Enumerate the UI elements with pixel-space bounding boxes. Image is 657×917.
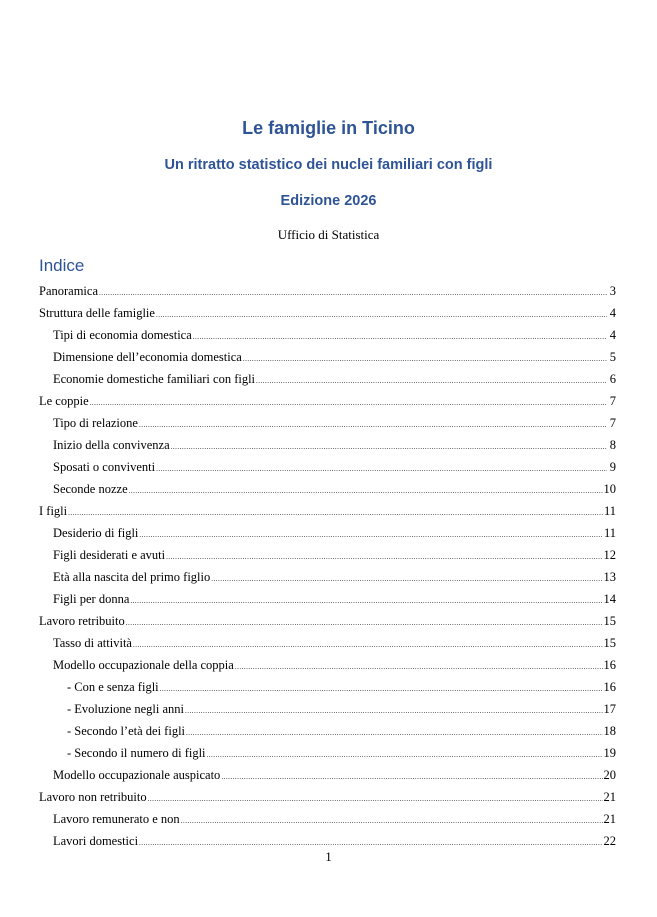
- toc-dot-leader: [186, 722, 602, 744]
- toc-entry-label: Età alla nascita del primo figlio: [53, 570, 211, 584]
- toc-dot-leader: [193, 326, 607, 348]
- toc-entry-page: 15: [603, 614, 616, 628]
- toc-entry-label: Tipi di economia domestica: [53, 328, 192, 342]
- toc-entry-label: Tipo di relazione: [53, 416, 138, 430]
- toc-entry[interactable]: [39, 808, 616, 830]
- document-subtitle: Un ritratto statistico dei nuclei familiari con figli: [164, 157, 493, 173]
- toc-entry-page: 11: [603, 526, 616, 540]
- toc-entry-page: 22: [603, 834, 616, 848]
- toc-entry-label: Lavoro non retribuito: [39, 790, 147, 804]
- toc-entry[interactable]: [39, 522, 616, 544]
- toc-dot-leader: [68, 502, 603, 524]
- toc-dot-leader: [139, 524, 603, 546]
- toc-entry-page: 16: [603, 680, 616, 694]
- toc-dot-leader: [139, 414, 607, 436]
- toc-entry-page: 12: [603, 548, 616, 562]
- toc-entry-label: Figli per donna: [53, 592, 130, 606]
- toc-entry-label: I figli: [39, 504, 68, 518]
- toc-entry-page: 4: [609, 306, 616, 320]
- toc-dot-leader: [166, 546, 602, 568]
- toc-entry[interactable]: [39, 632, 616, 654]
- toc-dot-leader: [99, 282, 607, 304]
- toc-entry-label: Dimensione dell’economia domestica: [53, 350, 242, 364]
- toc-entry-page: 21: [603, 812, 616, 826]
- toc-entry-page: 6: [609, 372, 616, 386]
- toc-entry-page: 16: [603, 658, 616, 672]
- toc-entry-page: 13: [603, 570, 616, 584]
- toc-entry[interactable]: [39, 280, 616, 302]
- toc-dot-leader: [256, 370, 607, 392]
- document-title: Le famiglie in Ticino: [242, 118, 415, 138]
- toc-entry-page: 8: [609, 438, 616, 452]
- toc-entry-page: 20: [603, 768, 616, 782]
- toc-entry[interactable]: [39, 500, 616, 522]
- toc-entry-page: 11: [603, 504, 616, 518]
- toc-dot-leader: [185, 700, 603, 722]
- toc-entry-label: Sposati o conviventi: [53, 460, 156, 474]
- toc-entry-label: Lavoro retribuito: [39, 614, 125, 628]
- toc-dot-leader: [130, 590, 602, 612]
- toc-entry[interactable]: [39, 456, 616, 478]
- toc-entry[interactable]: [39, 302, 616, 324]
- toc-entry[interactable]: [39, 698, 616, 720]
- table-of-contents: [39, 280, 616, 852]
- toc-dot-leader: [235, 656, 603, 678]
- toc-dot-leader: [207, 744, 603, 766]
- toc-entry-label: Tasso di attività: [53, 636, 132, 650]
- toc-dot-leader: [211, 568, 602, 590]
- toc-entry-page: 4: [609, 328, 616, 342]
- toc-entry[interactable]: [39, 478, 616, 500]
- toc-entry-label: Modello occupazionale auspicato: [53, 768, 221, 782]
- toc-entry-label: Economie domestiche familiari con figli: [53, 372, 256, 386]
- toc-entry-page: 9: [609, 460, 616, 474]
- toc-entry-page: 14: [603, 592, 616, 606]
- toc-entry[interactable]: [39, 544, 616, 566]
- document-office: Ufficio di Statistica: [277, 227, 380, 242]
- toc-entry[interactable]: [39, 368, 616, 390]
- toc-dot-leader: [156, 458, 607, 480]
- toc-entry-page: 3: [609, 284, 616, 298]
- toc-entry[interactable]: [39, 742, 616, 764]
- toc-entry-page: 18: [603, 724, 616, 738]
- toc-entry[interactable]: [39, 786, 616, 808]
- toc-entry-label: Figli desiderati e avuti: [53, 548, 166, 562]
- toc-entry-page: 10: [603, 482, 616, 496]
- toc-entry[interactable]: [39, 654, 616, 676]
- document-edition: Edizione 2026: [280, 193, 377, 209]
- toc-entry-label: - Con e senza figli: [67, 680, 159, 694]
- toc-dot-leader: [156, 304, 607, 326]
- toc-entry-label: Modello occupazionale della coppia: [53, 658, 234, 672]
- toc-entry-label: Seconde nozze: [53, 482, 128, 496]
- toc-entry[interactable]: [39, 566, 616, 588]
- toc-entry-label: Desiderio di figli: [53, 526, 139, 540]
- toc-entry-label: - Evoluzione negli anni: [67, 702, 184, 716]
- toc-entry[interactable]: [39, 720, 616, 742]
- toc-dot-leader: [171, 436, 607, 458]
- toc-entry-label: Lavori domestici: [53, 834, 139, 848]
- page-number: 1: [325, 849, 332, 864]
- toc-dot-leader: [160, 678, 603, 700]
- toc-entry-page: 21: [603, 790, 616, 804]
- toc-entry-label: Inizio della convivenza: [53, 438, 170, 452]
- toc-entry[interactable]: [39, 434, 616, 456]
- toc-entry-label: Struttura delle famiglie: [39, 306, 155, 320]
- toc-dot-leader: [148, 788, 603, 810]
- toc-entry-label: - Secondo il numero di figli: [67, 746, 206, 760]
- toc-entry-page: 15: [603, 636, 616, 650]
- toc-dot-leader: [133, 634, 603, 656]
- toc-dot-leader: [126, 612, 603, 634]
- toc-entry[interactable]: [39, 390, 616, 412]
- toc-entry[interactable]: [39, 412, 616, 434]
- toc-entry[interactable]: [39, 610, 616, 632]
- toc-entry-page: 7: [609, 394, 616, 408]
- toc-entry[interactable]: [39, 764, 616, 786]
- toc-entry-label: - Secondo l’età dei figli: [67, 724, 186, 738]
- toc-dot-leader: [243, 348, 607, 370]
- toc-entry-page: 19: [603, 746, 616, 760]
- toc-dot-leader: [90, 392, 607, 414]
- toc-entry[interactable]: [39, 676, 616, 698]
- toc-entry-label: Panoramica: [39, 284, 99, 298]
- toc-entry[interactable]: [39, 588, 616, 610]
- toc-dot-leader: [181, 810, 603, 832]
- toc-heading: Indice: [39, 256, 85, 275]
- toc-dot-leader: [221, 766, 602, 788]
- toc-dot-leader: [129, 480, 603, 502]
- toc-entry-page: 5: [609, 350, 616, 364]
- toc-entry[interactable]: [39, 324, 616, 346]
- toc-entry-label: Le coppie: [39, 394, 89, 408]
- toc-entry[interactable]: [39, 346, 616, 368]
- toc-entry-page: 17: [603, 702, 616, 716]
- toc-entry-label: Lavoro remunerato e non: [53, 812, 180, 826]
- toc-entry-page: 7: [609, 416, 616, 430]
